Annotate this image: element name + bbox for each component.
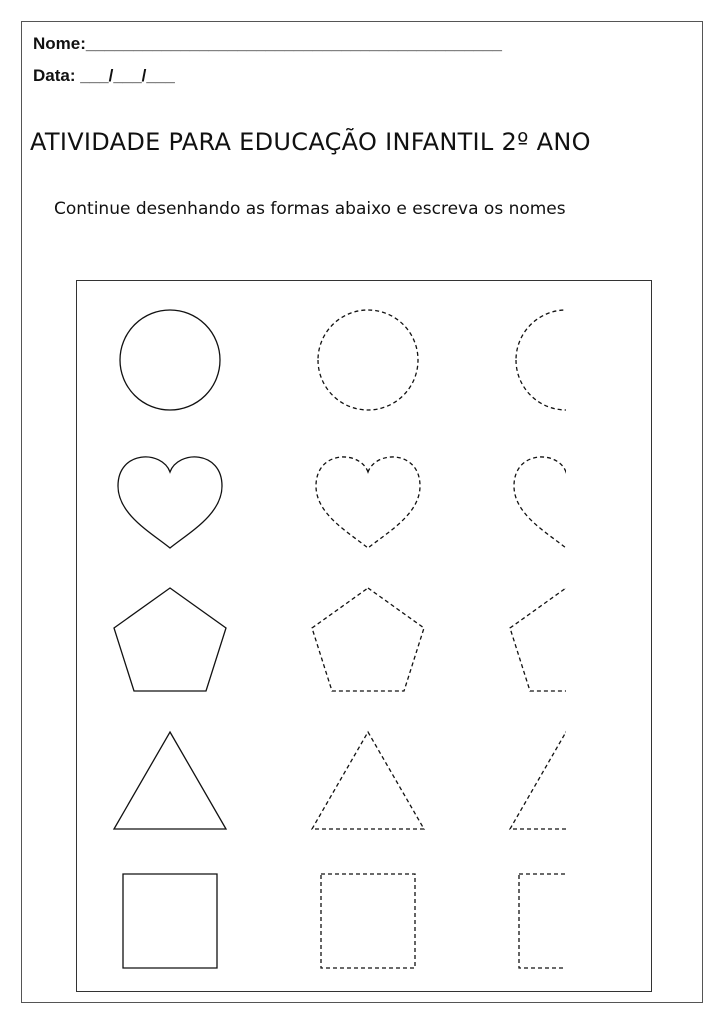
worksheet-instruction: Continue desenhando as formas abaixo e escreva os nomes — [54, 199, 566, 219]
heart-dashed-partial-icon — [514, 457, 618, 548]
triangle-solid-icon — [114, 732, 226, 829]
circle-dashed-icon — [318, 310, 418, 410]
heart-solid-icon — [118, 457, 222, 548]
triangle-dashed-icon — [312, 732, 424, 829]
square-dashed-partial-icon — [519, 874, 613, 968]
worksheet-title: ATIVIDADE PARA EDUCAÇÃO INFANTIL 2º ANO — [30, 128, 591, 156]
name-field-label: Nome:____________________________________________ — [33, 34, 502, 53]
triangle-dashed-partial-icon — [510, 732, 622, 829]
heart-dashed-icon — [316, 457, 420, 548]
date-field-label: Data: ___/___/___ — [33, 66, 175, 85]
pentagon-solid-icon — [114, 588, 226, 691]
square-solid-icon — [123, 874, 217, 968]
pentagon-dashed-partial-icon — [510, 588, 622, 691]
circle-dashed-partial-icon — [516, 310, 616, 410]
circle-solid-icon — [120, 310, 220, 410]
square-dashed-icon — [321, 874, 415, 968]
pentagon-dashed-icon — [312, 588, 424, 691]
